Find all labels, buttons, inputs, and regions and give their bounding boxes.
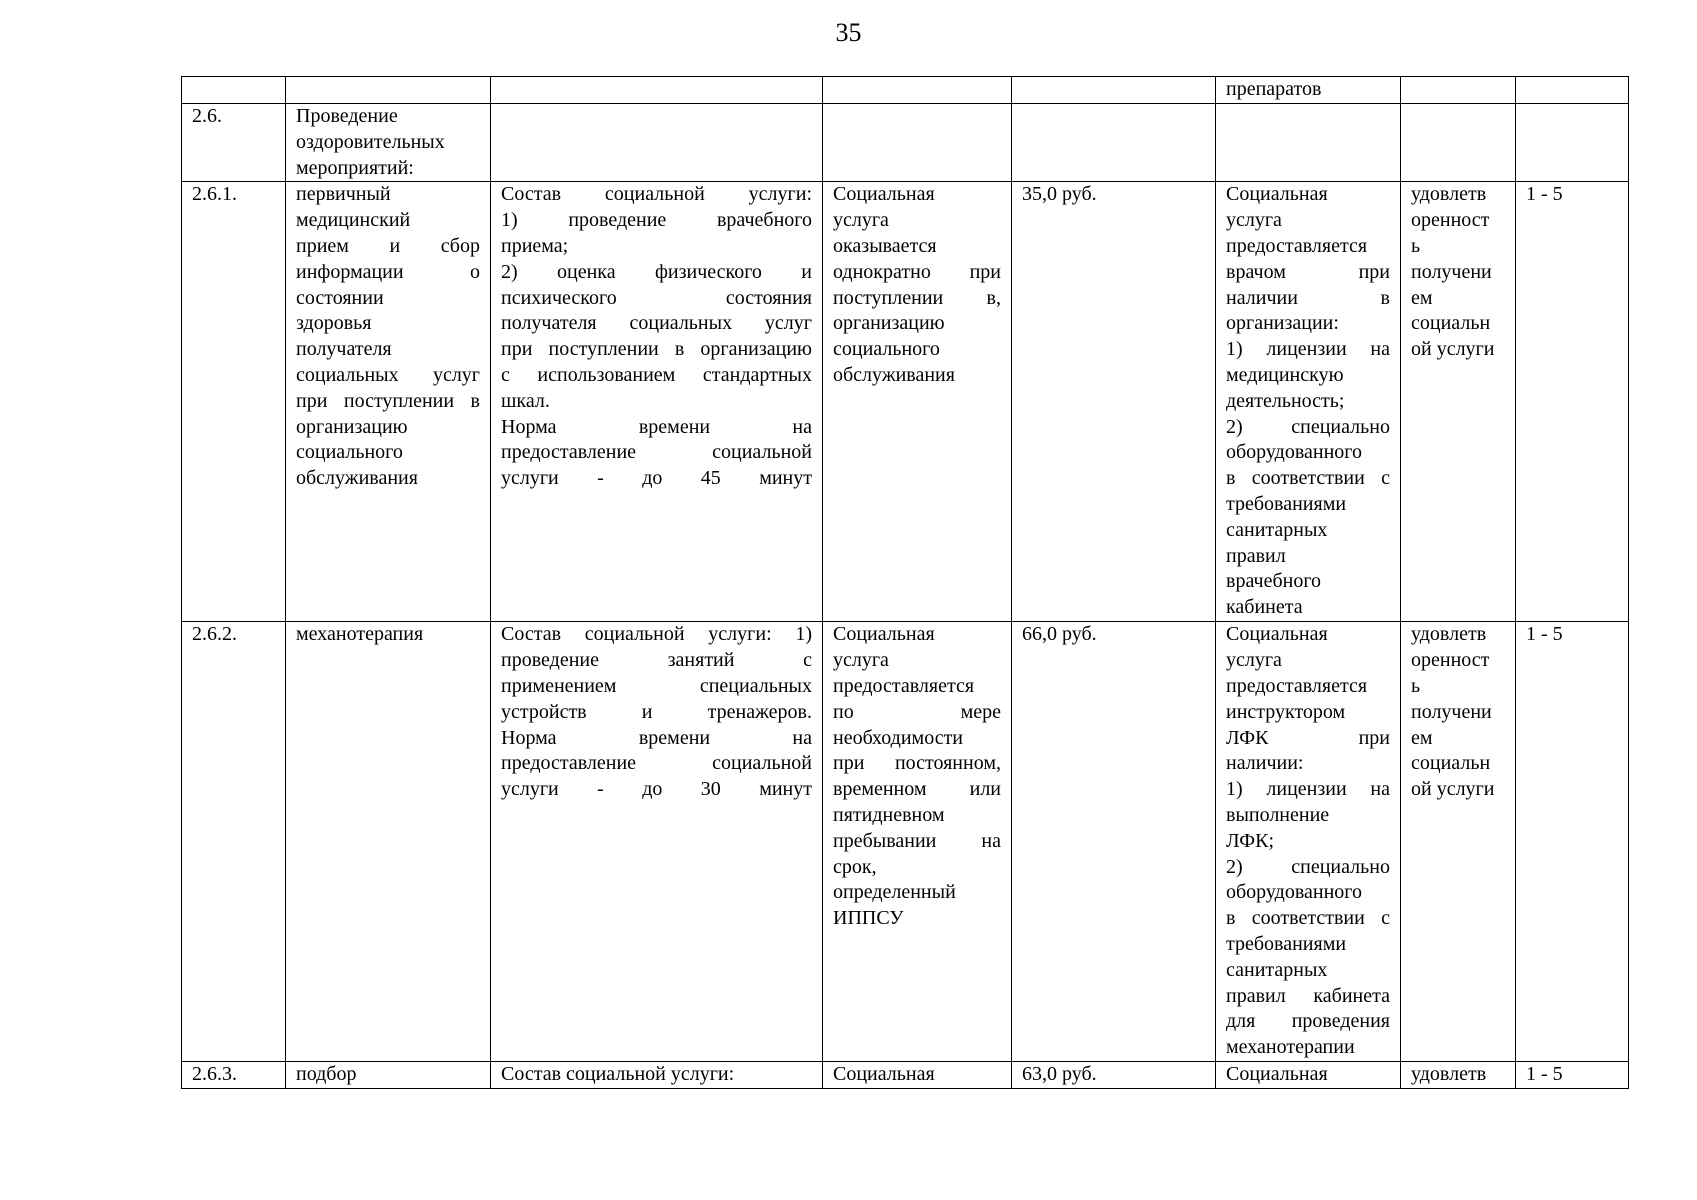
- cell-line: оренност: [1411, 649, 1490, 672]
- cell-line: санитарных: [1226, 958, 1328, 981]
- cell-line: удовлетв: [1411, 1063, 1487, 1086]
- cell-line: применением специальных: [501, 674, 812, 697]
- cell-line: психического состояния: [501, 286, 812, 309]
- cell-line: состоянии: [296, 286, 384, 309]
- cell-number: 2.6.3.: [182, 1062, 286, 1089]
- cell-line: механотерапия: [296, 623, 424, 646]
- cell-line: получени: [1411, 700, 1492, 723]
- cell-line: Социальная: [833, 183, 935, 206]
- cell-line: Состав социальной услуги:: [501, 183, 812, 206]
- cell-empty: [1012, 104, 1216, 182]
- cell-line: по мере: [833, 700, 1001, 723]
- cell-line: оздоровительных: [296, 130, 445, 153]
- cell-range: 1 - 5: [1516, 622, 1629, 1062]
- cell-line: услуга: [1226, 209, 1282, 232]
- cell-number: 2.6.1.: [182, 182, 286, 622]
- cell-line: информации о: [296, 260, 480, 283]
- cell-line: в соответствии с: [1226, 907, 1390, 930]
- cell-line: предоставляется: [1226, 674, 1368, 697]
- cell-line: первичный: [296, 183, 391, 206]
- cell-price: 66,0 руб.: [1012, 622, 1216, 1062]
- cell-line: мероприятий:: [296, 156, 414, 179]
- cell-name: [286, 1062, 491, 1089]
- cell-line: 1) лицензии на: [1226, 338, 1390, 361]
- cell-line: ь: [1411, 234, 1421, 257]
- cell-empty: [1216, 104, 1401, 182]
- cell-line: устройств и тренажеров.: [501, 700, 812, 723]
- cell-line: услуга: [1226, 649, 1282, 672]
- cell-line: требованиями: [1226, 492, 1347, 515]
- cell-line: правил кабинета: [1226, 984, 1390, 1007]
- cell-line: ЛФК;: [1226, 829, 1274, 852]
- cell-terms: [823, 1062, 1012, 1089]
- cell-line: социальн: [1411, 312, 1491, 335]
- cell-line: прием и сбор: [296, 234, 480, 257]
- cell-line: социального: [296, 441, 403, 464]
- page-number: 35: [835, 18, 862, 47]
- cell-line: организации:: [1226, 312, 1339, 335]
- cell-line: оборудованного: [1226, 441, 1362, 464]
- cell-line: 2) оценка физического и: [501, 260, 812, 283]
- cell-line: Норма времени на: [501, 726, 812, 749]
- cell-empty: [823, 104, 1012, 182]
- cell-line: инструктором: [1226, 700, 1346, 723]
- cell-line: 2) специально: [1226, 415, 1390, 438]
- cell-line: Социальная: [833, 623, 935, 646]
- cell-line: для проведения: [1226, 1010, 1390, 1033]
- cell-line: ИППСУ: [833, 907, 904, 930]
- cell-line: Состав социальной услуги: 1): [501, 623, 812, 646]
- cell-line: получателя социальных услуг: [501, 312, 812, 335]
- cell-empty: [1012, 77, 1216, 104]
- cell-line: получателя: [296, 338, 392, 361]
- cell-line: шкал.: [501, 389, 550, 412]
- cell-line: оренност: [1411, 209, 1490, 232]
- cell-empty: [1516, 77, 1629, 104]
- cell-line: Социальная: [1226, 1063, 1328, 1086]
- cell-description: [491, 1062, 823, 1089]
- cell-line: 2) специально: [1226, 855, 1390, 878]
- cell-number: 2.6.2.: [182, 622, 286, 1062]
- cell-empty: [823, 77, 1012, 104]
- cell-line: оказывается: [833, 234, 937, 257]
- cell-line: здоровья: [296, 312, 372, 335]
- cell-line: Социальная: [1226, 183, 1328, 206]
- cell-line: в соответствии с: [1226, 467, 1390, 490]
- cell-line: услуга: [833, 649, 889, 672]
- cell-line: Состав социальной услуги:: [501, 1063, 735, 1086]
- cell-line: обслуживания: [833, 363, 955, 386]
- cell-line: ем: [1411, 726, 1433, 749]
- cell-line: выполнение: [1226, 803, 1330, 826]
- table-row: [182, 1062, 1629, 1089]
- cell-line: определенный: [833, 881, 956, 904]
- cell-conditions: [1216, 1062, 1401, 1089]
- cell-line: проведение занятий с: [501, 649, 812, 672]
- cell-line: Социальная: [1226, 623, 1328, 646]
- cell-empty: [1516, 104, 1629, 182]
- cell-evaluation: [1401, 182, 1516, 622]
- cell-terms: [823, 622, 1012, 1062]
- cell-line: врачебного: [1226, 570, 1322, 593]
- cell-price: 63,0 руб.: [1012, 1062, 1216, 1089]
- cell-line: медицинский: [296, 209, 411, 232]
- table-row-section: [182, 104, 1629, 182]
- cell-line: услуги - до 30 минут: [501, 778, 812, 801]
- table-row: [182, 182, 1629, 622]
- cell-terms: [823, 182, 1012, 622]
- cell-price: 35,0 руб.: [1012, 182, 1216, 622]
- cell-line: предоставляется: [1226, 234, 1368, 257]
- cell-evaluation: [1401, 1062, 1516, 1089]
- cell-line: наличии в: [1226, 286, 1390, 309]
- cell-line: ЛФК при: [1226, 726, 1390, 749]
- cell-line: правил: [1226, 544, 1286, 567]
- cell-conditions: [1216, 622, 1401, 1062]
- cell-line: 1) лицензии на: [1226, 778, 1390, 801]
- cell-name: [286, 182, 491, 622]
- cell-line: Социальная: [833, 1063, 935, 1086]
- cell-description: [491, 622, 823, 1062]
- cell-conditions: препаратов: [1216, 77, 1401, 104]
- cell-line: получени: [1411, 260, 1492, 283]
- cell-line: ем: [1411, 286, 1433, 309]
- cell-line: требованиями: [1226, 932, 1347, 955]
- cell-line: санитарных: [1226, 518, 1328, 541]
- cell-line: срок,: [833, 855, 877, 878]
- cell-line: однократно при: [833, 260, 1001, 283]
- cell-name: [286, 104, 491, 182]
- cell-empty: [1401, 77, 1516, 104]
- cell-line: социальн: [1411, 752, 1491, 775]
- cell-line: поступлении в,: [833, 286, 1001, 309]
- cell-line: медицинскую: [1226, 363, 1344, 386]
- cell-line: с использованием стандартных: [501, 363, 812, 386]
- cell-line: при поступлении в организацию: [501, 338, 812, 361]
- cell-line: организацию: [296, 415, 408, 438]
- cell-line: приема;: [501, 234, 569, 257]
- cell-line: Норма времени на: [501, 415, 812, 438]
- cell-line: подбор: [296, 1063, 357, 1086]
- cell-evaluation: [1401, 622, 1516, 1062]
- cell-line: услуга: [833, 209, 889, 232]
- cell-line: организацию: [833, 312, 945, 335]
- cell-line: ь: [1411, 674, 1421, 697]
- cell-name: [286, 622, 491, 1062]
- cell-line: удовлетв: [1411, 623, 1487, 646]
- cell-line: механотерапии: [1226, 1036, 1355, 1059]
- cell-line: пятидневном: [833, 803, 945, 826]
- cell-empty: [286, 77, 491, 104]
- cell-line: ой услуги: [1411, 778, 1495, 801]
- cell-line: оборудованного: [1226, 881, 1362, 904]
- cell-line: услуги - до 45 минут: [501, 467, 812, 490]
- cell-line: предоставление социальной: [501, 441, 812, 464]
- cell-line: врачом при: [1226, 260, 1390, 283]
- cell-line: 1) проведение врачебного: [501, 209, 812, 232]
- table-row: [182, 622, 1629, 1062]
- services-table: [181, 76, 1629, 1089]
- table-row-continuation: [182, 77, 1629, 104]
- cell-line: удовлетв: [1411, 183, 1487, 206]
- cell-line: социальных услуг: [296, 363, 480, 386]
- cell-line: необходимости: [833, 726, 964, 749]
- cell-line: обслуживания: [296, 467, 418, 490]
- cell-line: при постоянном,: [833, 752, 1001, 775]
- cell-line: деятельность;: [1226, 389, 1345, 412]
- cell-range: 1 - 5: [1516, 182, 1629, 622]
- cell-empty: [1401, 104, 1516, 182]
- cell-line: ой услуги: [1411, 338, 1495, 361]
- cell-empty: [491, 104, 823, 182]
- cell-line: при поступлении в: [296, 389, 480, 412]
- cell-line: наличии:: [1226, 752, 1304, 775]
- cell-empty: [491, 77, 823, 104]
- cell-number: 2.6.: [182, 104, 286, 182]
- cell-line: пребывании на: [833, 829, 1001, 852]
- cell-description: [491, 182, 823, 622]
- cell-range: 1 - 5: [1516, 1062, 1629, 1089]
- cell-line: кабинета: [1226, 596, 1303, 619]
- cell-line: предоставление социальной: [501, 752, 812, 775]
- cell-conditions: [1216, 182, 1401, 622]
- cell-empty: [182, 77, 286, 104]
- cell-line: предоставляется: [833, 674, 975, 697]
- cell-line: Проведение: [296, 105, 398, 127]
- cell-line: временном или: [833, 778, 1001, 801]
- cell-line: социального: [833, 338, 940, 361]
